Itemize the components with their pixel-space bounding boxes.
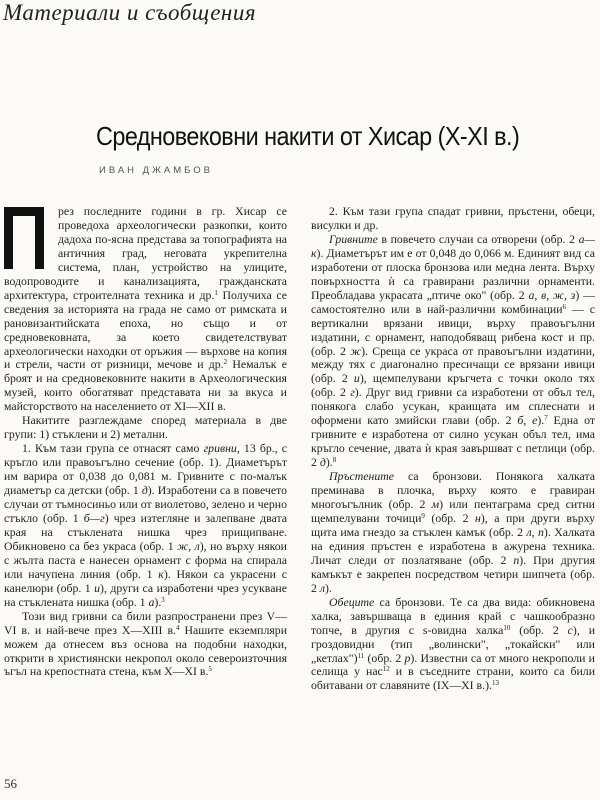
paragraph: 1. Към тази група се отнасят само гривни, 13 бр., с кръгло или правоъгълно сечение (обр. 1). Диаметърът им варира от 0,038 до 0,081 м. Гривните с по-малък диаметър са детски (обр. 1 д). Изработени са в повечето случаи от тъмносиньо или от виолетово, зелено и черно стъкло (обр. 1 б—г) чрез изтегляне и залепване двата края на стъклената нишка чрез прищипване. Обикновено са без украса (обр. 1 ж, л), но върху някои с жълта паста е нанесен орнамент с форма на спирала или начупена линия (обр. 1 к). Някои са украсени с канелюри (обр. 1 и), други са изработени чрез усукване на стъклената нишка (обр. 1 а).$^3$ — [4, 441, 288, 609]
paragraph: рез последните години в гр. Хисар се проведоха археологически разкопки, които дадоха по-ясна представа за топографията на античния град, неговата укрепителна система, план, устройство на улиците, водопроводите и канализацията, гражданската архитектура, строителната техника и др.$^1$ Получиха се сведения за историята на града не само от римската и рановизантийската епоха, но също и от средновековната, за което свидетелствуват археологически находки от оръжия — върхове на копия и стрели, части от ризници, мечове и др.$^2$ Немалък е броят и на средновековните накити в Археологическия музей, които обогатяват представата ни за вкуса и майсторството на населението от XI—XII в. — [4, 204, 287, 414]
footnote-ref: 9 — [421, 511, 425, 520]
dropcap-letter — [4, 207, 46, 270]
right-column — [311, 205, 595, 693]
footnote-ref: 4 — [175, 623, 180, 632]
footnote-ref: 3 — [161, 595, 165, 604]
section-header: Материали и съобщения — [3, 0, 257, 25]
paragraph: Този вид гривни са били разпространени през V—VI в. и най-вече през X—XIII в.$^4$ Нашите екземпляри можем да отнесем въз основа на подобни находки, открити в християнски некропол около североизточния ъгъл на крепостната стена, към X—XI в.$^5$ — [4, 608, 288, 679]
paragraph: Накитите разглеждаме според материала в две групи: 1) стъклени и 2) метални. — [4, 413, 287, 442]
footnote-ref: 6 — [562, 302, 567, 311]
footnote-ref: 12 — [382, 665, 390, 674]
footnote-ref: 8 — [332, 456, 337, 465]
left-column — [4, 205, 287, 679]
article-title: Средновековни накити от Хисар (X-XI в.) — [96, 121, 520, 151]
paragraph: Пръстените са бронзови. Понякога халката преминава в плочка, върху която е гравиран многоъгълник (обр. 2 м) или пентаграма сред ситни щемпелувани точици$^9$ (обр. 2 н), а при други върху щита има гнездо за стъклен камък (обр. 2 л, п). Халката на единия пръстен е изработена в ажурена техника. Личат следи от позлатяване (обр. 2 п). При другия камъкът е закрепен посредством четири шипчета (обр. 2 л). — [311, 469, 595, 595]
footnote-ref: 5 — [208, 665, 212, 674]
footnote-ref: 1 — [214, 288, 218, 297]
footnote-ref: 7 — [544, 414, 548, 423]
article-author: ИВАН ДЖАМБОВ — [99, 165, 213, 176]
footnote-ref: 13 — [491, 679, 499, 688]
paragraph: Обеците са бронзови. Те са два вида: обикновена халка, завършваща в единия край с чашкообразно топче, в другия с s-овидна халка$^{10}$ (обр. 2 с), и гроздовидни (тип „волински", „токайски" или „кетлах")$^{11}$ (обр. 2 р). Известни са от много некрополи и селища у нас$^{12}$ и в съседните страни, които са били обитавани от славяните (IX—XI в.).$^{13}$ — [311, 594, 596, 693]
footnote-ref: 2 — [223, 358, 228, 367]
footnote-ref: 10 — [503, 623, 511, 632]
paragraph: 2. Към тази група спадат гривни, пръстени, обеци, висулки и др. — [311, 204, 595, 232]
footnote-ref: 11 — [357, 651, 365, 660]
page-number: 56 — [4, 776, 17, 791]
paragraph: Гривните в повечето случаи са отворени (обр. 2 а—к). Диаметърът им е от 0,048 до 0,066 м. Единият вид са изработени от плоска бронзова или медна лента. Върху повърхността ѝ са гравирани различни орнаменти. Преобладава украсата „птиче око" (обр. 2 а, в, ж, з) — самостоятелно или в най-различни комбинации$^6$ — с вертикални врязани ивици, върху правоъгълни издатини, с орнамент, наподобяващ рибена кост и пр. (обр. 2 ж). Среща се украса от правоъгълни издатини, между тях с диагонално пресичащи се врязани ивици (обр. 2 и), щемпелувани кръгчета с точки около тях (обр. 2 г). Друг вид гривни са изработени от объл тел, понякога слабо усукан, краищата им сплеснати и оформени като змийски глави (обр. 2 б, е).$^7$ Една от гривните е изработена от силно усукан объл тел, има кръгло сечение, двата ѝ края завършват с петлици (обр. 2 д).$^8$ — [311, 231, 595, 470]
